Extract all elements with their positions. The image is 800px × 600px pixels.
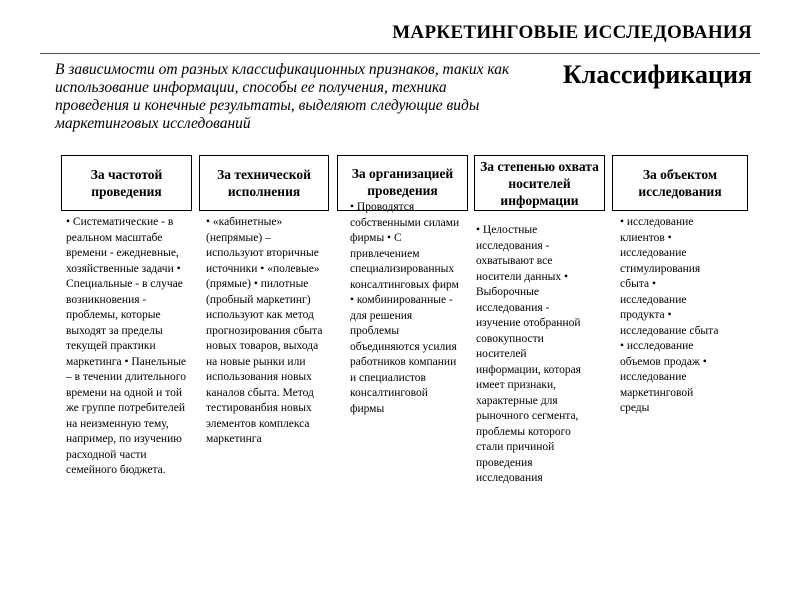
- header-divider: [40, 53, 760, 54]
- intro-text: В зависимости от разных классификационных признаков, таких как использование информации, способы ее получения, техника проведения и конечные результаты, выделяют следующие виды маркетинговых исследований: [55, 61, 510, 132]
- column-header-label: За организацией проведения: [351, 166, 454, 198]
- column-header-frequency: [61, 155, 192, 211]
- slide-subtitle: Классификация: [562, 60, 752, 89]
- column-header-label: За технической исполнения: [217, 167, 311, 199]
- column-body-technique: • «кабинетные» (непрямые) – используют вторичные источники • «полевые» (прямые) • пилотные (пробный маркетинг) используют как метод прогнозирования сбыта новых товаров, выхода на новые рынки или использования новых каналов сбыта. Метод тестированбия новых элементов комплекса маркетинга: [206, 216, 323, 445]
- column-header-label: За степенью охвата носителей информации: [480, 158, 599, 208]
- column-header-coverage: [474, 155, 605, 211]
- column-body-object: • исследование клиентов • исследование стимулирования сбыта • исследование продукта • исследование сбыта • исследование объемов продаж • исследование маркетинговой среды: [620, 216, 719, 414]
- page-header-title: МАРКЕТИНГОВЫЕ ИССЛЕДОВАНИЯ: [392, 22, 752, 43]
- column-header-label: За частотой проведения: [90, 167, 163, 199]
- column-header-object: [612, 155, 748, 211]
- column-header-label: За объектом исследования: [638, 167, 722, 199]
- column-body-organization: • Проводятся собственными силами фирмы • С привлечением специализированных консалтинговых фирм • комбинированные - для решения проблемы объединяются усилия работников компании и специалистов консалтинговой фирмы: [350, 201, 460, 415]
- column-header-technique: [199, 155, 329, 211]
- column-body-frequency: • Систематические - в реальном масштабе времени - ежедневные, хозяйственные задачи • Специальные - в случае возникновения - проблемы, которые выходят за пределы текущей практики маркетинга • Панельные – в течении длительного времени на одной и той же группе потребителей на неизменную тему, например, по изучению расходной части семейного бюджета.: [66, 216, 187, 476]
- column-body-coverage: • Целостные исследования - охватывают все носители данных • Выборочные исследования - изучение отобранной совокупности носителей информации, которая имеет признаки, характерные для рыночного сегмента, проблемы которого стали причиной проведения исследования: [476, 224, 581, 484]
